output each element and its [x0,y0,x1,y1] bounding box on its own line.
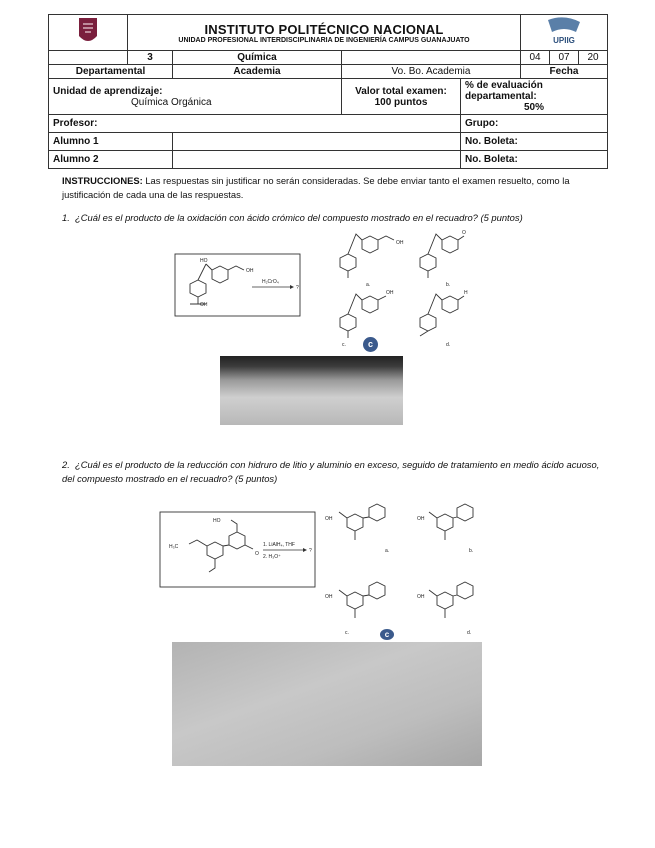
q1-option-b [420,230,466,288]
upiig-logo-icon [544,16,584,46]
number-cell: 3 [128,51,173,65]
q2-text: ¿Cuál es el producto de la reducción con hidruro de litio y aluminio en exceso, seguido de tratamiento en medio ácido acuoso, del compuesto mostrado en el recuadro? (5 puntos) [62,459,600,484]
alumno2-value [173,151,461,169]
upiig-logo-text: UPIIG [553,36,575,45]
q2-answer-marker: c [380,629,394,640]
q1-question-mark: ? [296,285,299,291]
q2-ring-1 [207,542,223,559]
q1-label-a: a. [366,282,371,288]
q1-ring-2 [190,280,206,297]
alumno2-label: Alumno 2 [49,151,173,169]
q1-c-oh: OH [386,290,394,296]
q2-label-ho: HO [213,518,221,524]
q1-label-oh1: OH [246,268,254,274]
departamental-cell: Departamental [49,65,173,79]
eval-label: % de evaluación departamental: [465,80,543,102]
q2-label-b: b. [469,548,474,554]
valor-value: 100 puntos [374,96,428,108]
q1-option-a [340,234,404,288]
q1-structures [170,224,470,354]
eval-cell [461,79,608,115]
empty-cell [49,51,128,65]
institute-cell [128,15,521,51]
q2-label-a: a. [385,548,390,554]
q2-ring-2 [229,532,245,549]
q2-label-c: c. [345,630,349,636]
q2-option-b [417,504,473,554]
q1-answer-marker: c [363,337,378,352]
fecha-cell: Fecha [521,65,608,79]
unit-title: UNIDAD PROFESIONAL INTERDISCIPLINARIA DE INGENIERÍA CAMPUS GUANAJUATO [178,36,470,44]
q2-option-a [325,504,389,554]
q1-label-oh2: OH [200,302,208,308]
institute-title: INSTITUTO POLITÉCNICO NACIONAL [204,21,444,37]
q1-reagent: H₂CrO₄ [262,279,279,285]
q2-label-d: d. [467,630,472,636]
q1-label-ho: HO [200,258,208,264]
q1-box [175,254,300,316]
q2-d-oh: OH [417,594,425,600]
instructions-text: Las respuestas sin justificar no serán consideradas. Se debe enviar tanto el examen resuelto, como la justificación de cada una de las respuestas. [62,175,570,200]
q1-ring-1 [212,266,228,283]
subject-cell: Química [173,51,342,65]
unidad-value: Química Orgánica [131,96,212,108]
ipn-logo-icon [77,16,99,46]
profesor-cell: Profesor: [49,115,461,133]
year-cell: 20 [579,51,608,65]
valor-cell [342,79,461,115]
q1-text: ¿Cuál es el producto de la oxidación con ácido crómico del compuesto mostrado en el recuadro? (5 puntos) [75,212,523,223]
q1-a-oh: OH [396,240,404,246]
boleta1-label: No. Boleta: [461,133,608,151]
q1-d-h: H [464,290,468,296]
grupo-cell: Grupo: [461,115,608,133]
valor-label: Valor total examen: [355,85,447,97]
q1-label-d: d. [446,342,451,348]
q1-answer-photo [220,356,403,425]
alumno1-label: Alumno 1 [49,133,173,151]
unidad-cell [49,79,342,115]
q2-structures [155,482,485,642]
q2-label-o: O [255,551,259,557]
q1-b-o: O [462,230,466,236]
q1-label-c: c. [342,342,346,348]
right-logo-cell [521,15,608,51]
day-cell: 04 [521,51,550,65]
q1-label-b: b. [446,282,451,288]
alumno1-value [173,133,461,151]
question-1 [62,211,602,225]
q2-b-oh: OH [417,516,425,522]
instructions-label: INSTRUCCIONES: [62,175,143,186]
q2-option-d [417,582,473,636]
month-cell: 07 [550,51,579,65]
blank-cell [342,51,521,65]
q2-label-h3c: H₃C [169,544,179,550]
left-logo-cell [49,15,128,51]
q2-c-oh: OH [325,594,333,600]
header-table [48,14,608,169]
q2-option-c [325,582,385,636]
q2-reagent2: 2. H₃O⁺ [263,554,281,560]
q1-number: 1. [62,212,70,223]
q2-number: 2. [62,459,70,470]
boleta2-label: No. Boleta: [461,151,608,169]
academia-cell: Academia [173,65,342,79]
instructions [62,174,602,202]
q1-option-d [420,290,468,348]
q2-question-mark: ? [309,548,312,554]
q2-box [160,512,315,587]
eval-value: 50% [523,102,544,113]
q2-answer-photo [172,642,482,766]
vobo-cell: Vo. Bo. Academia [342,65,521,79]
q2-a-oh: OH [325,516,333,522]
unidad-label: Unidad de aprendizaje: [53,85,163,97]
q2-reagent1: 1. LiAlH₄, THF [263,542,295,548]
